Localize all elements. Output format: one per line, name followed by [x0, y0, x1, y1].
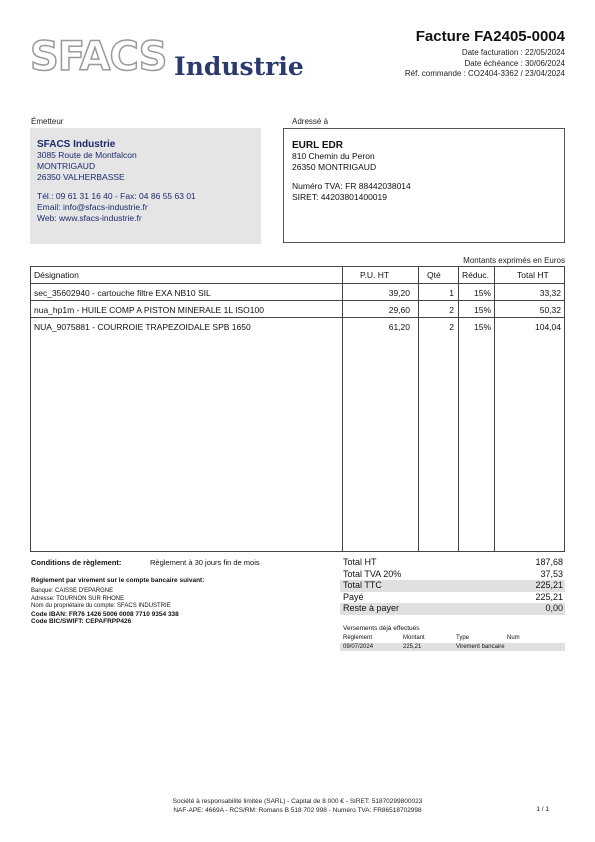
destinataire-name: EURL EDR	[292, 140, 343, 151]
row-designation: sec_35602940 - cartouche filtre EXA NB10 SIL	[34, 288, 211, 298]
items-table	[30, 266, 565, 552]
row-designation: nua_hp1m - HUILE COMP A PISTON MINERALE 1L ISO100	[34, 305, 264, 315]
total-value: 225,21	[535, 580, 563, 590]
row-reduc: 15%	[474, 288, 492, 298]
destinataire-siret: SIRET: 44203801400019	[292, 192, 387, 202]
vh-reglement: Règlement	[343, 635, 373, 641]
total-value: 0,00	[545, 603, 563, 613]
row-pu: 39,20	[388, 288, 410, 298]
footer	[0, 797, 595, 815]
total-value: 187,68	[535, 557, 563, 567]
page-number: 1 / 1	[536, 806, 549, 813]
row-pu: 29,60	[388, 305, 410, 315]
total-label: Total HT	[343, 557, 377, 567]
destinataire-box	[283, 128, 565, 243]
footer-line2: NAF-APE: 4669A - RCS/RM: Romans B 518 702 998 - Numéro TVA: FR86518702998	[173, 807, 422, 814]
ref-commande: Réf. commande : CO2404-3362 / 23/04/2024	[404, 69, 565, 78]
total-ht-row	[340, 557, 565, 569]
bank-iban: Code IBAN: FR76 1426 5006 0008 7710 9354 338	[31, 610, 179, 618]
vh-montant: Montant	[403, 635, 425, 641]
total-label: Total TVA 20%	[343, 568, 402, 579]
currency-note: Montants exprimés en Euros	[463, 256, 565, 265]
v-montant: 225,21	[403, 644, 422, 650]
total-ttc-row	[340, 580, 565, 592]
row-designation: NUA_9075881 - COURROIE TRAPEZOIDALE SPB 1650	[34, 322, 251, 332]
vh-type: Type	[456, 635, 470, 641]
table-row	[31, 318, 564, 334]
table-row	[31, 284, 564, 301]
row-reduc: 15%	[474, 305, 492, 315]
destinataire-tva: Numéro TVA: FR 88442038014	[292, 181, 411, 191]
versement-row	[340, 643, 565, 651]
v-type: Virement bancaire	[456, 644, 505, 650]
emetteur-box	[30, 128, 261, 244]
row-total: 33,32	[539, 288, 561, 298]
vh-num: Num	[507, 635, 520, 641]
table-header	[31, 267, 564, 284]
row-qty: 2	[449, 322, 454, 332]
row-qty: 2	[449, 305, 454, 315]
invoice-meta	[405, 48, 565, 80]
logo-sfacs-text: SFACS	[30, 34, 167, 80]
total-value: 225,21	[535, 591, 563, 602]
virement-title: Règlement par virement sur le compte bancaire suivant:	[31, 577, 205, 584]
emetteur-web: Web: www.sfacs-industrie.fr	[37, 213, 142, 223]
company-logo	[30, 32, 304, 82]
header-total: Total HT	[517, 270, 549, 280]
conditions-value: Règlement à 30 jours fin de mois	[150, 558, 260, 567]
footer-line1: Société à responsabilité limitée (SARL) - Capital de 8 000 € - SIRET: 51870299800023	[172, 798, 423, 805]
header-qty: Qté	[427, 270, 441, 280]
totals-block	[340, 557, 565, 615]
row-qty: 1	[449, 288, 454, 298]
date-echeance: Date échéance : 30/06/2024	[464, 58, 565, 68]
conditions-label: Conditions de règlement:	[31, 558, 122, 567]
destinataire-address2: 26350 MONTRIGAUD	[292, 162, 377, 172]
emetteur-address3: 26350 VALHERBASSE	[37, 172, 125, 182]
emetteur-address2: MONTRIGAUD	[37, 161, 96, 171]
bank-owner: Nom du propriétaire du compte: SFACS INDUSTRIE	[31, 603, 171, 609]
total-label: Reste à payer	[343, 603, 400, 613]
date-facturation: Date facturation : 22/05/2024	[461, 48, 565, 57]
reste-row	[340, 603, 565, 615]
bank-details	[31, 588, 179, 626]
row-reduc: 15%	[474, 322, 492, 332]
emetteur-phone: Tél.: 09 61 31 16 40 - Fax: 04 86 55 63 01	[37, 191, 196, 201]
bank-address: Adresse: TOURNON SUR RHONE	[31, 595, 125, 602]
destinataire-label: Adressé à	[292, 117, 329, 126]
invoice-title: Facture FA2405-0004	[415, 28, 565, 45]
emetteur-email: Email: info@sfacs-industrie.fr	[37, 202, 148, 212]
versements-title: Versements déjà effectués	[343, 625, 420, 632]
destinataire-address1: 810 Chemin du Peron	[292, 151, 375, 161]
emetteur-address1: 3085 Route de Montfalcon	[37, 150, 137, 160]
row-total: 104,04	[535, 322, 561, 332]
bank-name: Banque: CAISSE D'EPARGNE	[31, 588, 114, 594]
header-pu: P.U. HT	[360, 270, 390, 280]
emetteur-label: Émetteur	[31, 117, 64, 126]
total-label: Payé	[343, 591, 364, 602]
header-designation: Désignation	[34, 270, 79, 280]
emetteur-name: SFACS Industrie	[37, 139, 116, 150]
v-reglement: 09/07/2024	[343, 644, 374, 650]
total-label: Total TTC	[343, 580, 382, 590]
bank-bic: Code BIC/SWIFT: CEPAFRPP426	[31, 618, 132, 625]
paye-row	[340, 592, 565, 604]
table-row	[31, 301, 564, 318]
row-total: 50,32	[539, 305, 561, 315]
total-tva-row	[340, 569, 565, 581]
logo-industrie-text: Industrie	[174, 52, 304, 81]
row-pu: 61,20	[388, 322, 410, 332]
header-reduc: Réduc.	[462, 270, 489, 280]
total-value: 37,53	[540, 568, 563, 579]
